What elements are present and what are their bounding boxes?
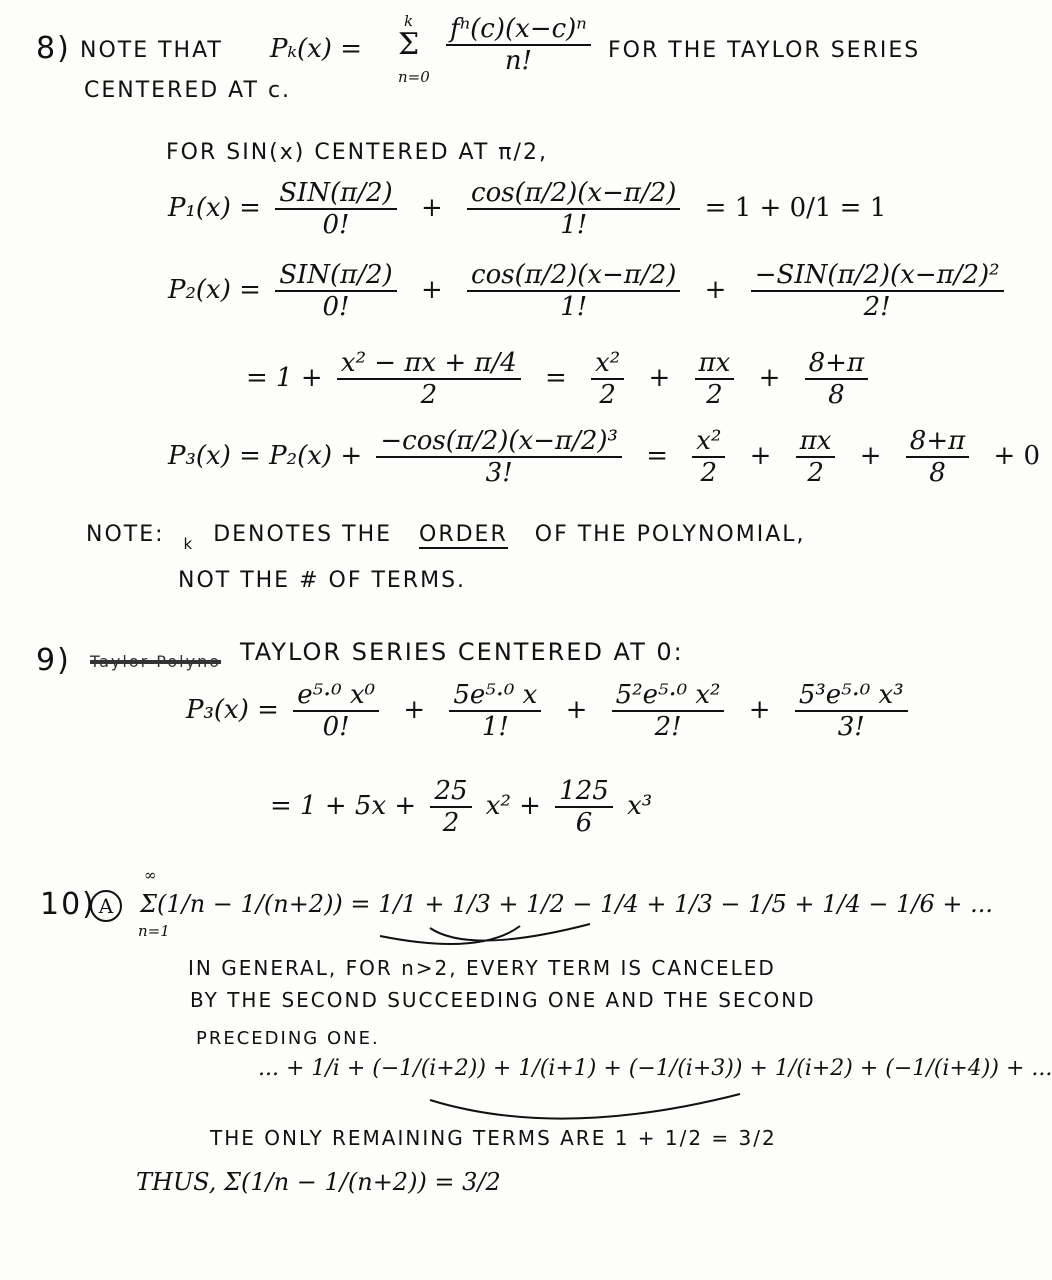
p9-result-end: x³ bbox=[627, 791, 653, 821]
p10-remaining-terms: THE ONLY REMAINING TERMS ARE 1 + 1/2 = 3/2 bbox=[210, 1126, 777, 1150]
p9-lhs: P₃(x) = bbox=[186, 695, 279, 725]
sin-centered-line: FOR SIN(x) CENTERED AT π/2, bbox=[166, 140, 548, 165]
note-denotes: DENOTES THE bbox=[213, 522, 393, 547]
p2-term-c-den: 2! bbox=[863, 292, 891, 322]
p9-t0-num: e⁵·⁰ x⁰ bbox=[293, 682, 379, 712]
p1-equation: P₁(x) = $\frac{\text{SIN(π/2)}}{0!}$ + $\frac{\cos(\pi/2)(x-\pi/2)}{1!}$ = 1 + 0/1 = 1 bbox=[168, 178, 887, 240]
p3-pix-den: 2 bbox=[807, 458, 824, 488]
problem-9-number: 9) bbox=[36, 643, 71, 678]
p2-const-den: 8 bbox=[828, 380, 845, 410]
p2-equation: P₂(x) = $\frac{\text{SIN(π/2)}}{0!}$ + $\frac{\cos(\pi/2)(x-\pi/2)}{1!}$ + $\frac{\text{−SIN(π/2)(x−π/2)²}}{2!}$ bbox=[168, 262, 1010, 320]
p9-t1-num: 5e⁵·⁰ x bbox=[449, 682, 541, 712]
p2-simplified: = 1 + $\frac{\text{x² − πx + π/4}}{2}$ = $\frac{\text{x²}}{2}$ + $\frac{\pi x}{2}$ + $\frac{8+\pi}{8}$ bbox=[246, 350, 874, 408]
p9-coef-6: 6 bbox=[575, 808, 593, 838]
note-k: k bbox=[183, 535, 195, 553]
p2-term-c-num: −SIN(π/2)(x−π/2)² bbox=[751, 262, 1004, 292]
p2-term-a-den: 0! bbox=[322, 292, 350, 322]
p2-x2-den: 2 bbox=[599, 380, 616, 410]
p1-term-b-den: 1! bbox=[560, 210, 588, 240]
centered-at-c: CENTERED AT c. bbox=[84, 78, 292, 103]
problem-9-title: TAYLOR SERIES CENTERED AT 0: bbox=[240, 638, 684, 666]
for-the-taylor-series: FOR THE TAYLOR SERIES bbox=[608, 38, 921, 63]
p10-general-line3: PRECEDING ONE. bbox=[196, 1028, 380, 1049]
sigma-symbol: Σ bbox=[398, 27, 420, 62]
p2-lhs: P₂(x) = bbox=[168, 275, 261, 305]
struck-out-text: Taylor Polyno bbox=[90, 652, 222, 671]
p2-term-b-den: 1! bbox=[560, 292, 588, 322]
p9-result-mid: x² + bbox=[485, 791, 541, 821]
p3-x2-den: 2 bbox=[700, 458, 718, 488]
p9-t3-num: 5³e⁵·⁰ x³ bbox=[795, 682, 908, 712]
p9-taylor-expansion: P₃(x) = $\frac{\text{e⁵·⁰ x⁰}}{0!}$ + $\frac{\text{5e⁵·⁰ x}}{1!}$ + $\frac{\text{5²e⁵·⁰ x²}}{2!}$ + $\frac{\text{5³e⁵·⁰ x³}}{3!}$ bbox=[186, 682, 914, 740]
p10-sum-bottom: n=1 bbox=[138, 922, 170, 940]
p3-term-num: −cos(π/2)(x−π/2)³ bbox=[376, 428, 622, 458]
p1-term-a-den: 0! bbox=[322, 210, 350, 240]
arrow-3 bbox=[430, 1094, 740, 1119]
p2-x2-num: x² bbox=[591, 350, 624, 380]
problem-10-number: 10) bbox=[40, 887, 96, 922]
problem-8-note-that: NOTE THAT bbox=[80, 38, 223, 63]
p9-t2-num: 5²e⁵·⁰ x² bbox=[612, 682, 725, 712]
p3-const-den: 8 bbox=[929, 458, 946, 488]
p2-simplified-start: = 1 + bbox=[246, 363, 323, 393]
p2-simplified-den: 2 bbox=[420, 380, 438, 410]
p1-lhs: P₁(x) = bbox=[168, 193, 261, 223]
p10-cancel-pattern: ... + 1/i + (−1/(i+2)) + 1/(i+1) + (−1/(i+3)) + 1/(i+2) + (−1/(i+4)) + ... bbox=[258, 1056, 1052, 1081]
problem-8-number: 8) bbox=[36, 31, 71, 66]
p2-const-num: 8+π bbox=[805, 350, 868, 380]
p1-result: = 1 + 0/1 = 1 bbox=[704, 193, 887, 223]
p2-pix-den: 2 bbox=[706, 380, 723, 410]
p3-x2-num: x² bbox=[692, 428, 725, 458]
p2-term-a-num: SIN(π/2) bbox=[275, 262, 397, 292]
p3-pix-num: πx bbox=[796, 428, 836, 458]
p10-series: Σ(1/n − 1/(n+2)) = 1/1 + 1/3 + 1/2 − 1/4 + 1/3 − 1/5 + 1/4 − 1/6 + ... bbox=[140, 890, 993, 918]
p9-coef-125: 125 bbox=[555, 778, 613, 808]
p3-equation: P₃(x) = P₂(x) + $\frac{\text{−cos(π/2)(x−π/2)³}}{3!}$ = $\frac{\text{x²}}{2}$ + $\frac{\pi x}{2}$ + $\frac{8+\pi}{8}$ + 0 bbox=[168, 426, 1041, 488]
p9-coef-2: 2 bbox=[442, 808, 460, 838]
pk-definition-lhs: Pₖ(x) = bbox=[270, 34, 362, 64]
p3-const-num: 8+π bbox=[906, 428, 969, 458]
pk-numerator: fⁿ(c)(x−c)ⁿ bbox=[446, 16, 591, 46]
not-number-of-terms: NOT THE # OF TERMS. bbox=[178, 568, 467, 593]
p9-result-start: = 1 + 5x + bbox=[270, 791, 417, 821]
p2-simplified-num: x² − πx + π/4 bbox=[337, 350, 521, 380]
p9-t2-den: 2! bbox=[654, 712, 682, 742]
pk-denominator: n! bbox=[504, 46, 533, 76]
p2-equals: = bbox=[545, 363, 567, 393]
p10-conclusion: THUS, Σ(1/n − 1/(n+2)) = 3/2 bbox=[136, 1168, 501, 1196]
p3-term-den: 3! bbox=[485, 458, 513, 488]
p2-pix-num: πx bbox=[695, 350, 735, 380]
p9-t3-den: 3! bbox=[837, 712, 865, 742]
sum-upper-limit: k bbox=[404, 12, 414, 30]
p3-lhs: P₃(x) = P₂(x) + bbox=[168, 441, 363, 471]
sum-lower-limit: n=0 bbox=[398, 68, 430, 86]
p1-term-a-num: SIN(π/2) bbox=[275, 180, 397, 210]
note-label: NOTE: bbox=[86, 522, 165, 547]
p3-tail: + 0 bbox=[993, 441, 1041, 471]
p9-coef-25: 25 bbox=[430, 778, 471, 808]
arrow-1 bbox=[380, 926, 520, 944]
part-a-circle: A bbox=[90, 890, 122, 922]
p10-general-line2: BY THE SECOND SUCCEEDING ONE AND THE SECOND bbox=[190, 988, 816, 1012]
note-order: ORDER bbox=[419, 522, 508, 547]
note-polynomial: OF THE POLYNOMIAL, bbox=[534, 522, 806, 547]
p2-term-b-num: cos(π/2)(x−π/2) bbox=[467, 262, 680, 292]
p10-sum-top: ∞ bbox=[144, 866, 157, 884]
p10-general-line1: IN GENERAL, FOR n>2, EVERY TERM IS CANCELED bbox=[188, 956, 776, 980]
p1-term-b-num: cos(π/2)(x−π/2) bbox=[467, 180, 680, 210]
p9-t0-den: 0! bbox=[322, 712, 350, 742]
p9-t1-den: 1! bbox=[481, 712, 509, 742]
